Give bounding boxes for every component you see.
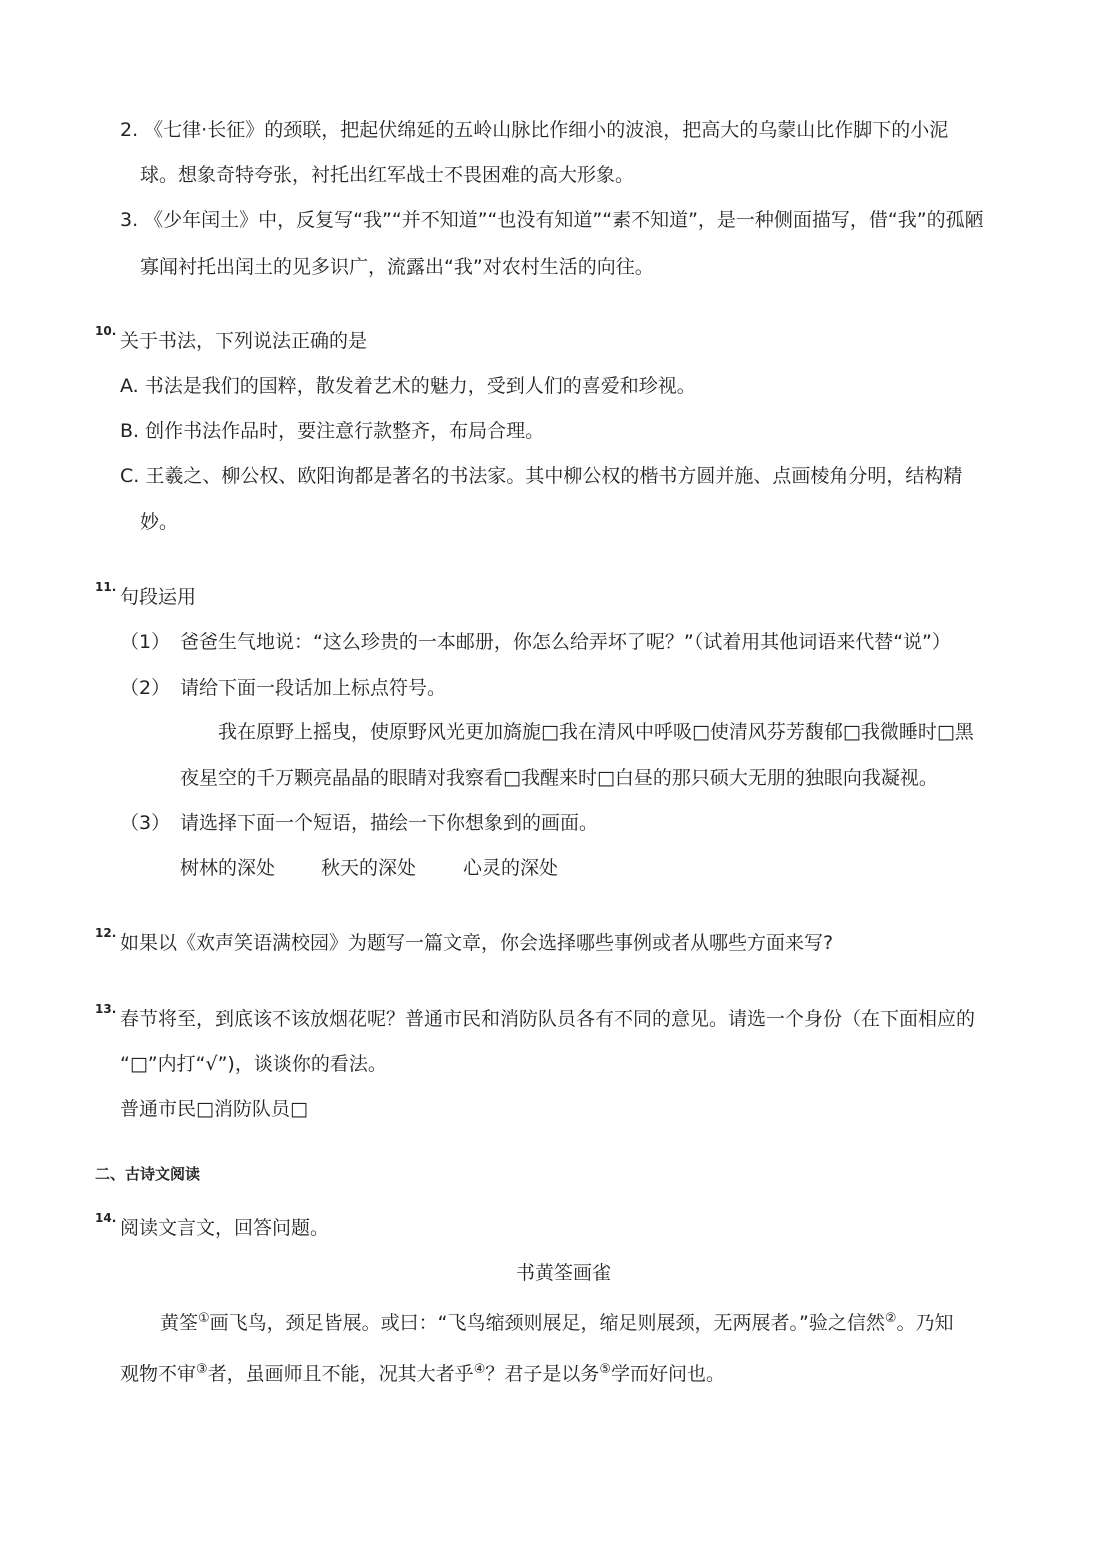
classical-passage-line-1 xyxy=(160,1308,954,1335)
phrase-option: 秋天的深处 xyxy=(321,857,417,879)
footnote-marker-3: ③ xyxy=(196,1362,208,1377)
sub-question-2-text: 请给下面一段话加上标点符号。 xyxy=(180,677,447,699)
item-2-line-2: 球。想象奇特夸张，衬托出红军战士不畏困难的高大形象。 xyxy=(140,164,635,186)
footnote-marker-1: ① xyxy=(198,1311,210,1326)
question-10-stem: 关于书法，下列说法正确的是 xyxy=(120,330,368,352)
question-11-number: 11. xyxy=(95,580,117,594)
passage-text: ？君子是以务 xyxy=(485,1363,600,1385)
punctuation-passage-line-1: 我在原野上摇曳，使原野风光更加旖旎□我在清风中呼吸□使清风芬芳馥郁□我微睡时□黑 xyxy=(218,721,974,743)
footnote-marker-2: ② xyxy=(884,1311,897,1326)
option-a: A. 书法是我们的国粹，散发着艺术的魅力，受到人们的喜爱和珍视。 xyxy=(120,375,696,397)
sub-question-1-label: （1） xyxy=(120,631,171,653)
question-11-stem: 句段运用 xyxy=(120,586,197,608)
passage-text: 观物不审 xyxy=(120,1363,197,1385)
question-13-line-1: 春节将至，到底该不该放烟花呢？普通市民和消防队员各有不同的意见。请选一个身份（在下面相应的 xyxy=(120,1008,976,1030)
question-13-number: 13. xyxy=(95,1002,117,1016)
item-3-line-1: 3. 《少年闰土》中，反复写“我”“并不知道”“也没有知道”“素不知道”，是一种侧面描写，借“我”的孤陋 xyxy=(120,209,984,231)
question-12-number: 12. xyxy=(95,926,117,940)
option-b: B. 创作书法作品时，要注意行款整齐，布局合理。 xyxy=(120,420,545,442)
question-14-stem: 阅读文言文，回答问题。 xyxy=(120,1217,330,1239)
sub-question-3-label: （3） xyxy=(120,812,171,834)
punctuation-passage-line-2: 夜星空的千万颗亮晶晶的眼睛对我察看□我醒来时□白昼的那只硕大无朋的独眼向我凝视。 xyxy=(180,767,938,789)
question-10-number: 10. xyxy=(95,324,117,338)
passage-text: 者，虽画师且不能，况其大者乎 xyxy=(207,1363,474,1385)
passage-text: 黄筌 xyxy=(160,1312,199,1334)
footnote-marker-5: ⑤ xyxy=(599,1362,612,1377)
identity-choices: 普通市民□消防队员□ xyxy=(120,1098,308,1120)
passage-text: 画飞鸟，颈足皆展。或曰：“飞鸟缩颈则展足，缩足则展颈，无两展者。”验之信然 xyxy=(209,1312,885,1334)
option-c-line-2: 妙。 xyxy=(140,511,179,533)
item-3-line-2: 寡闻衬托出闰土的见多识广，流露出“我”对农村生活的向往。 xyxy=(140,256,654,278)
sub-question-2-label: （2） xyxy=(120,677,171,699)
footnote-marker-4: ④ xyxy=(473,1362,486,1377)
section-heading: 二、古诗文阅读 xyxy=(95,1165,201,1183)
question-12-stem: 如果以《欢声笑语满校园》为题写一篇文章，你会选择哪些事例或者从哪些方面来写? xyxy=(120,932,834,954)
passage-title: 书黄筌画雀 xyxy=(516,1262,612,1284)
sub-question-3-text: 请选择下面一个短语，描绘一下你想象到的画面。 xyxy=(180,812,599,834)
question-13-line-2: “□”内打“√”)，谈谈你的看法。 xyxy=(120,1053,387,1075)
option-c-line-1: C. 王羲之、柳公权、欧阳询都是著名的书法家。其中柳公权的楷书方圆并施、点画棱角分明，结构精 xyxy=(120,465,963,487)
phrase-option: 心灵的深处 xyxy=(463,857,559,879)
question-14-number: 14. xyxy=(95,1211,117,1225)
passage-text: 。乃知 xyxy=(896,1312,954,1334)
item-2-line-1: 2. 《七律·长征》的颈联，把起伏绵延的五岭山脉比作细小的波浪，把高大的乌蒙山比作脚下的小泥 xyxy=(120,119,949,141)
sub-question-1-text: 爸爸生气地说：“这么珍贵的一本邮册，你怎么给弄坏了呢？”（试着用其他词语来代替“说”） xyxy=(180,631,951,653)
passage-text: 学而好问也。 xyxy=(611,1363,726,1385)
phrase-option: 树林的深处 xyxy=(180,857,276,879)
classical-passage-line-2 xyxy=(120,1359,725,1386)
